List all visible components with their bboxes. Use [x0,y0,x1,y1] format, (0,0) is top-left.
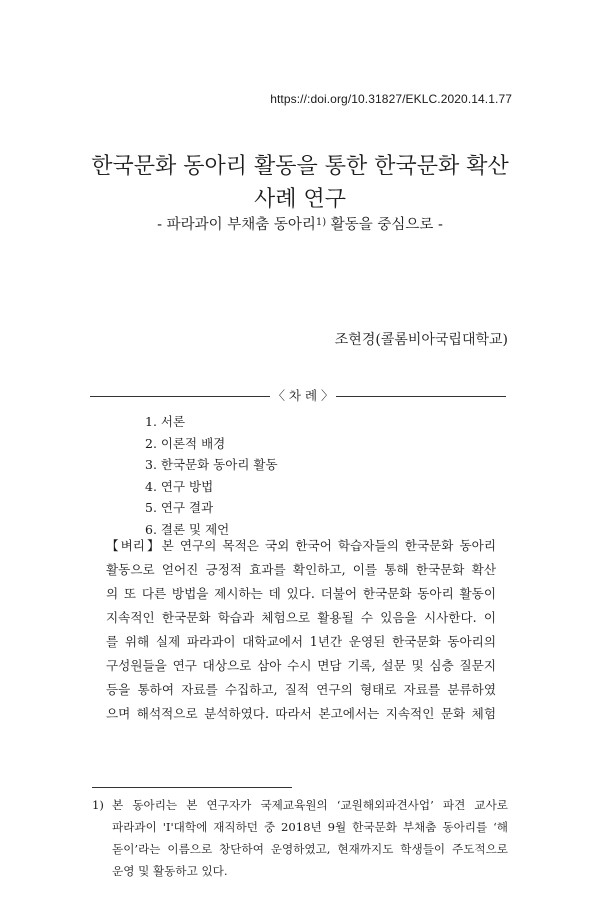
subtitle-text-after: 활동을 중심으로 - [326,217,443,233]
author-affiliation: 조현경(콜롬비아국립대학교) [334,332,508,348]
toc-divider-right [336,396,506,397]
paper-title-line-1: 한국문화 동아리 활동을 통한 한국문화 확산 [91,154,509,179]
toc-item: 6. 결론 및 제언 [145,521,230,537]
abstract [106,534,496,726]
abstract-line: 를 위해 실제 파라과이 대학교에서 1년간 운영된 한국문화 동아리의 [106,634,496,649]
footnote-line: 본 동아리는 본 연구자가 국제교육원의 ‘교원해외파견사업’ 파견 교사로 [112,798,508,812]
toc-item: 1. 서론 [145,414,186,429]
subtitle-text: - 파라과이 부채춤 동아리 [157,217,316,233]
toc-item: 4. 연구 방법 [145,478,214,494]
abstract-line: 등을 통하여 자료를 수집하고, 질적 연구의 형태로 자료를 분류하였 [106,682,496,697]
subtitle-footnote-mark[interactable]: 1) [315,217,327,228]
paper-title [0,150,600,216]
footnote-number: 1) [92,798,104,812]
table-of-contents [145,411,278,541]
footnote-body [112,794,508,882]
abstract-line: 의 또 다른 방법을 제시하는 데 있다. 더불어 한국문화 동아리 활동이 [106,586,496,601]
footnote-line: 운영 및 활동하고 있다. [112,864,228,878]
abstract-line: 활동으로 얻어진 긍정적 효과를 확인하고, 이를 통해 한국문화 확산 [106,562,496,577]
abstract-line: 으며 해석적으로 분석하였다. 따라서 본고에서는 지속적인 문화 체험 [106,706,496,721]
toc-divider-left [90,396,270,397]
toc-item: 3. 한국문화 동아리 활동 [145,457,278,473]
toc-label: 〈 차 례 〉 [272,388,334,403]
footnote-line: 파라과이 'I'대학에 재직하던 중 2018년 9월 한국문화 부채춤 동아리를 ‘해 [112,820,508,834]
toc-header [90,388,506,404]
abstract-line: 【벼리】본 연구의 목적은 국외 한국어 학습자들의 한국문화 동아리 [106,538,496,553]
paper-title-line-2: 사례 연구 [253,187,346,212]
footnote [92,794,508,882]
abstract-line: 지속적인 한국문화 학습과 체험으로 활용될 수 있음을 시사한다. 이 [106,610,496,625]
doi-link[interactable]: https://:doi.org/10.31827/EKLC.2020.14.1.77 [270,92,512,106]
toc-item: 5. 연구 결과 [145,500,214,516]
paper-subtitle [0,213,600,234]
abstract-line: 구성원들을 연구 대상으로 삼아 수시 면담 기록, 설문 및 심층 질문지 [106,658,496,673]
footnote-line: 돋이’라는 이름으로 창단하여 운영하였고, 현재까지도 학생들이 주도적으로 [112,842,508,856]
footnote-divider [92,787,292,788]
toc-item: 2. 이론적 배경 [145,435,226,451]
